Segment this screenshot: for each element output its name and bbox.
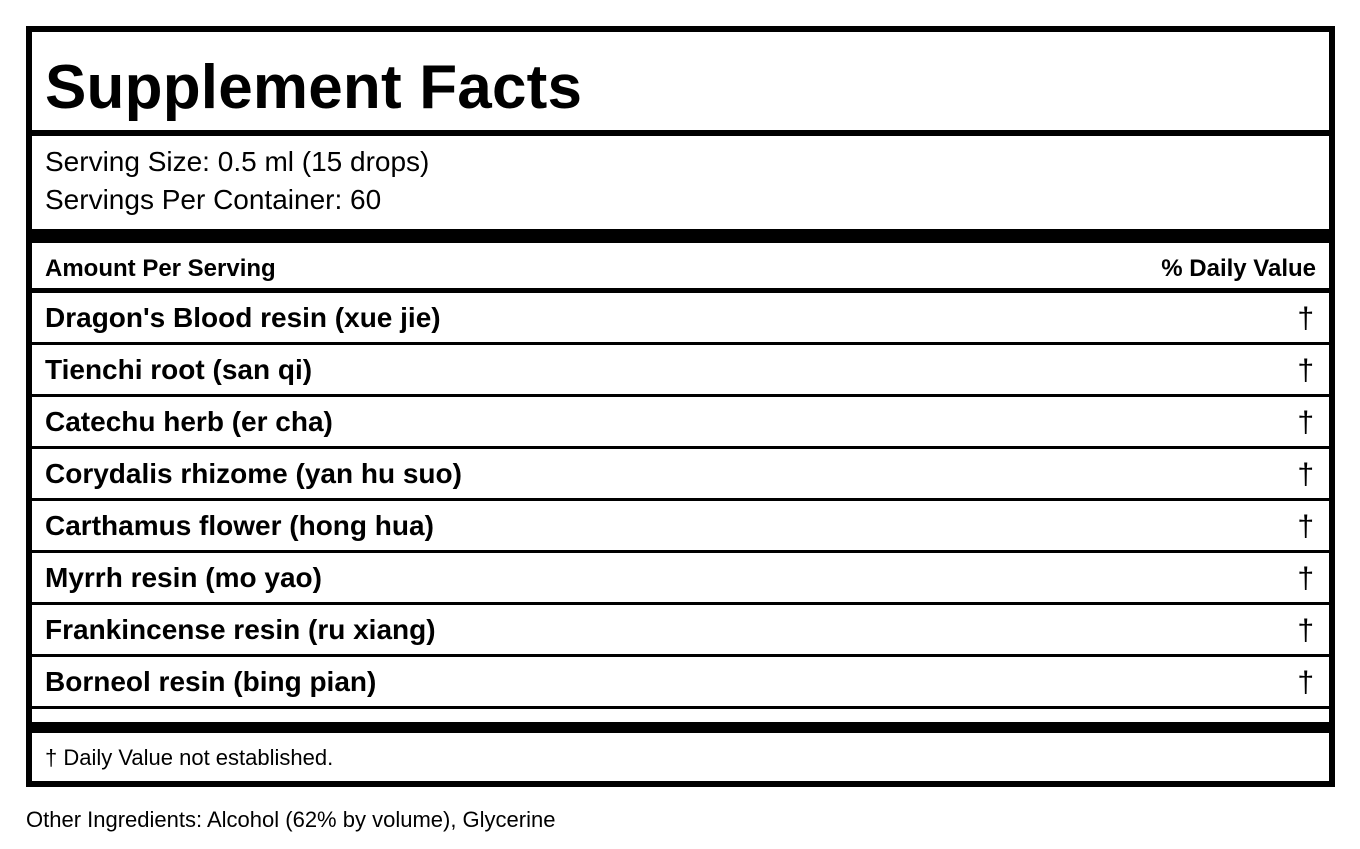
thick-divider-top [32, 229, 1329, 243]
serving-size: Serving Size: 0.5 ml (15 drops) [45, 146, 430, 177]
panel-title: Supplement Facts [45, 53, 583, 122]
other-ingredients: Other Ingredients: Alcohol (62% by volume), Glycerine [26, 807, 556, 832]
dagger-mark: † [1297, 302, 1314, 335]
amount-per-serving-header: Amount Per Serving [45, 255, 276, 282]
thick-divider-bottom [32, 722, 1329, 733]
ingredient-row [32, 501, 1329, 553]
ingredient-row [32, 345, 1329, 397]
ingredient-name: Tienchi root (san qi) [45, 354, 313, 385]
ingredient-row [32, 657, 1329, 709]
daily-value-header: % Daily Value [1161, 255, 1316, 282]
ingredient-row [32, 605, 1329, 657]
dagger-mark: † [1297, 562, 1314, 595]
title-divider [32, 130, 1329, 136]
supplement-facts-panel [26, 26, 1335, 787]
ingredient-name: Catechu herb (er cha) [45, 406, 333, 437]
dagger-mark: † [1297, 458, 1314, 491]
ingredient-name: Carthamus flower (hong hua) [45, 510, 434, 541]
ingredient-name: Frankincense resin (ru xiang) [45, 614, 436, 645]
ingredient-name: Myrrh resin (mo yao) [45, 562, 322, 593]
ingredient-name: Corydalis rhizome (yan hu suo) [45, 458, 462, 489]
ingredient-row [32, 397, 1329, 449]
ingredient-name: Borneol resin (bing pian) [45, 666, 377, 697]
dagger-mark: † [1297, 510, 1314, 543]
ingredient-row [32, 553, 1329, 605]
servings-per-container: Servings Per Container: 60 [45, 184, 382, 215]
dagger-mark: † [1297, 666, 1314, 699]
ingredient-row [32, 293, 1329, 345]
ingredient-name: Dragon's Blood resin (xue jie) [45, 302, 441, 333]
dagger-mark: † [1297, 614, 1314, 647]
dagger-mark: † [1297, 406, 1314, 439]
row-divider [32, 706, 1329, 709]
dagger-mark: † [1297, 354, 1314, 387]
daily-value-footnote: † Daily Value not established. [45, 745, 334, 770]
ingredient-row [32, 449, 1329, 501]
